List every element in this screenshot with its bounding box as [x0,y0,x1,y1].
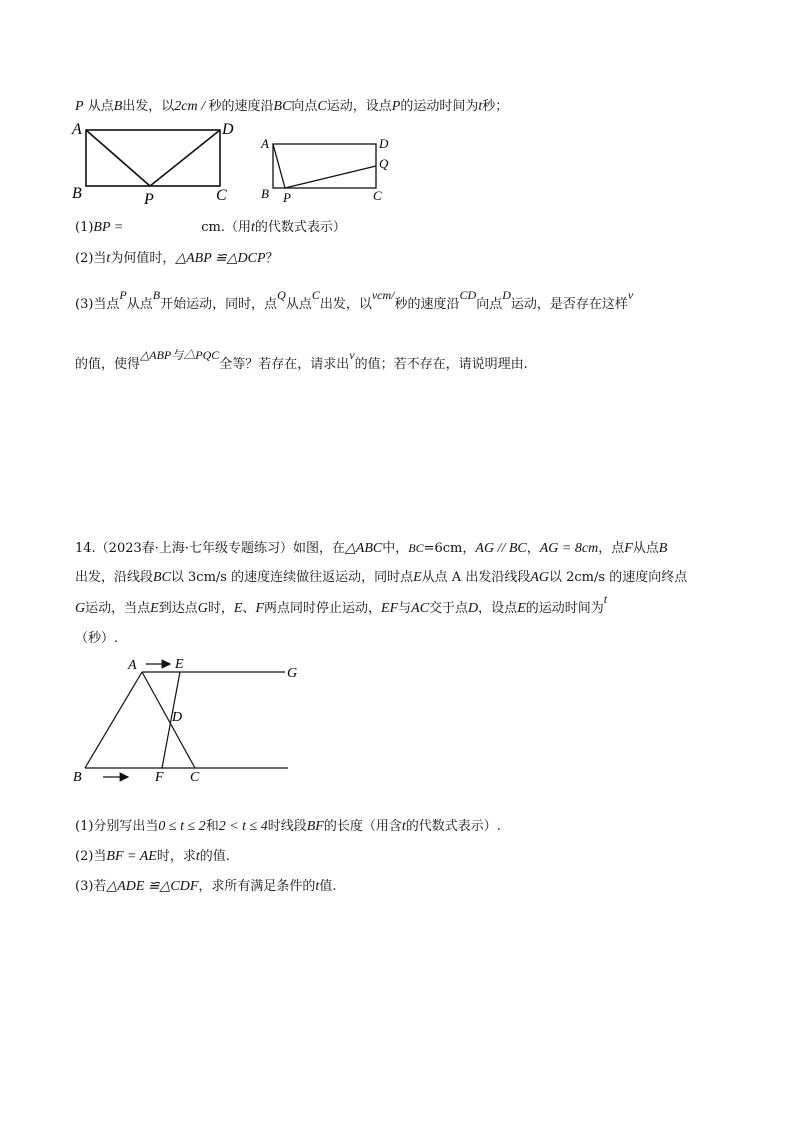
p14-line-2: 出发，沿线段BC以 3cm/s 的速度连续做往返运动，同时点E从点 A 出发沿线段AG以 2cm/s 的速度向终点 [75,570,688,585]
fig2-label-A: A [261,136,269,151]
p14-line-4: （秒）. [75,631,119,646]
fig2-label-B: B [261,186,269,201]
fig14-label-E: E [175,657,184,672]
p14-line-3: G运动，当点E到达点G时，E、F两点同时停止运动，EF与AC交于点D，设点E的运动时间为t [75,592,608,616]
p13-question-1: (1)BP = cm.（用t的代数式表示） [75,220,346,235]
fig1-label-A: A [72,121,82,138]
p14-question-3: (3)若△ADE ≌△CDF，求所有满足条件的t值. [75,879,337,894]
figure-13-rectangle-2 [255,132,405,204]
fig14-label-D: D [172,710,183,725]
figure-14-triangle [70,655,310,790]
p14-question-1: (1)分别写出当0 ≤ t ≤ 2和2 < t ≤ 4时线段BF的长度（用含t的代数式表示）. [75,819,501,834]
p13-question-3-line2: 的值，使得△ABP与△PQC全等？若存在，请求出v的值；若不存在，请说明理由. [75,348,528,372]
fig2-label-P: P [283,190,291,204]
fig1-label-P: P [144,191,154,208]
figure-13-rectangle-1 [68,118,248,208]
fig14-label-A: A [128,658,137,673]
fig14-label-C: C [190,770,200,785]
fig14-label-B: B [73,770,82,785]
fig1-label-B: B [72,185,82,202]
fig1-label-C: C [216,187,227,204]
p13-question-2: (2)当t为何值时，△ABP ≌△DCP？ [75,251,279,266]
fig14-label-G: G [287,666,298,681]
p13-question-3-line1: (3)当点P从点B开始运动，同时，点Q从点C出发，以vcm/秒的速度沿CD向点D运动，是否存在这样v [75,288,634,312]
p13-intro: P 从点B出发，以2cm / 秒的速度沿BC向点C运动，设点P的运动时间为t秒； [75,99,509,114]
fig1-label-D: D [222,121,234,138]
fig2-label-C: C [373,188,382,203]
p14-line-1: 14.（2023春·上海·七年级专题练习）如图，在△ABC中，BC=6cm，AG // BC，AG = 8cm，点F从点B [75,541,668,556]
fig14-label-F: F [155,770,164,785]
p14-question-2: (2)当BF = AE时，求t的值. [75,849,230,864]
fig2-label-Q: Q [379,156,389,171]
fig2-label-D: D [379,136,389,151]
